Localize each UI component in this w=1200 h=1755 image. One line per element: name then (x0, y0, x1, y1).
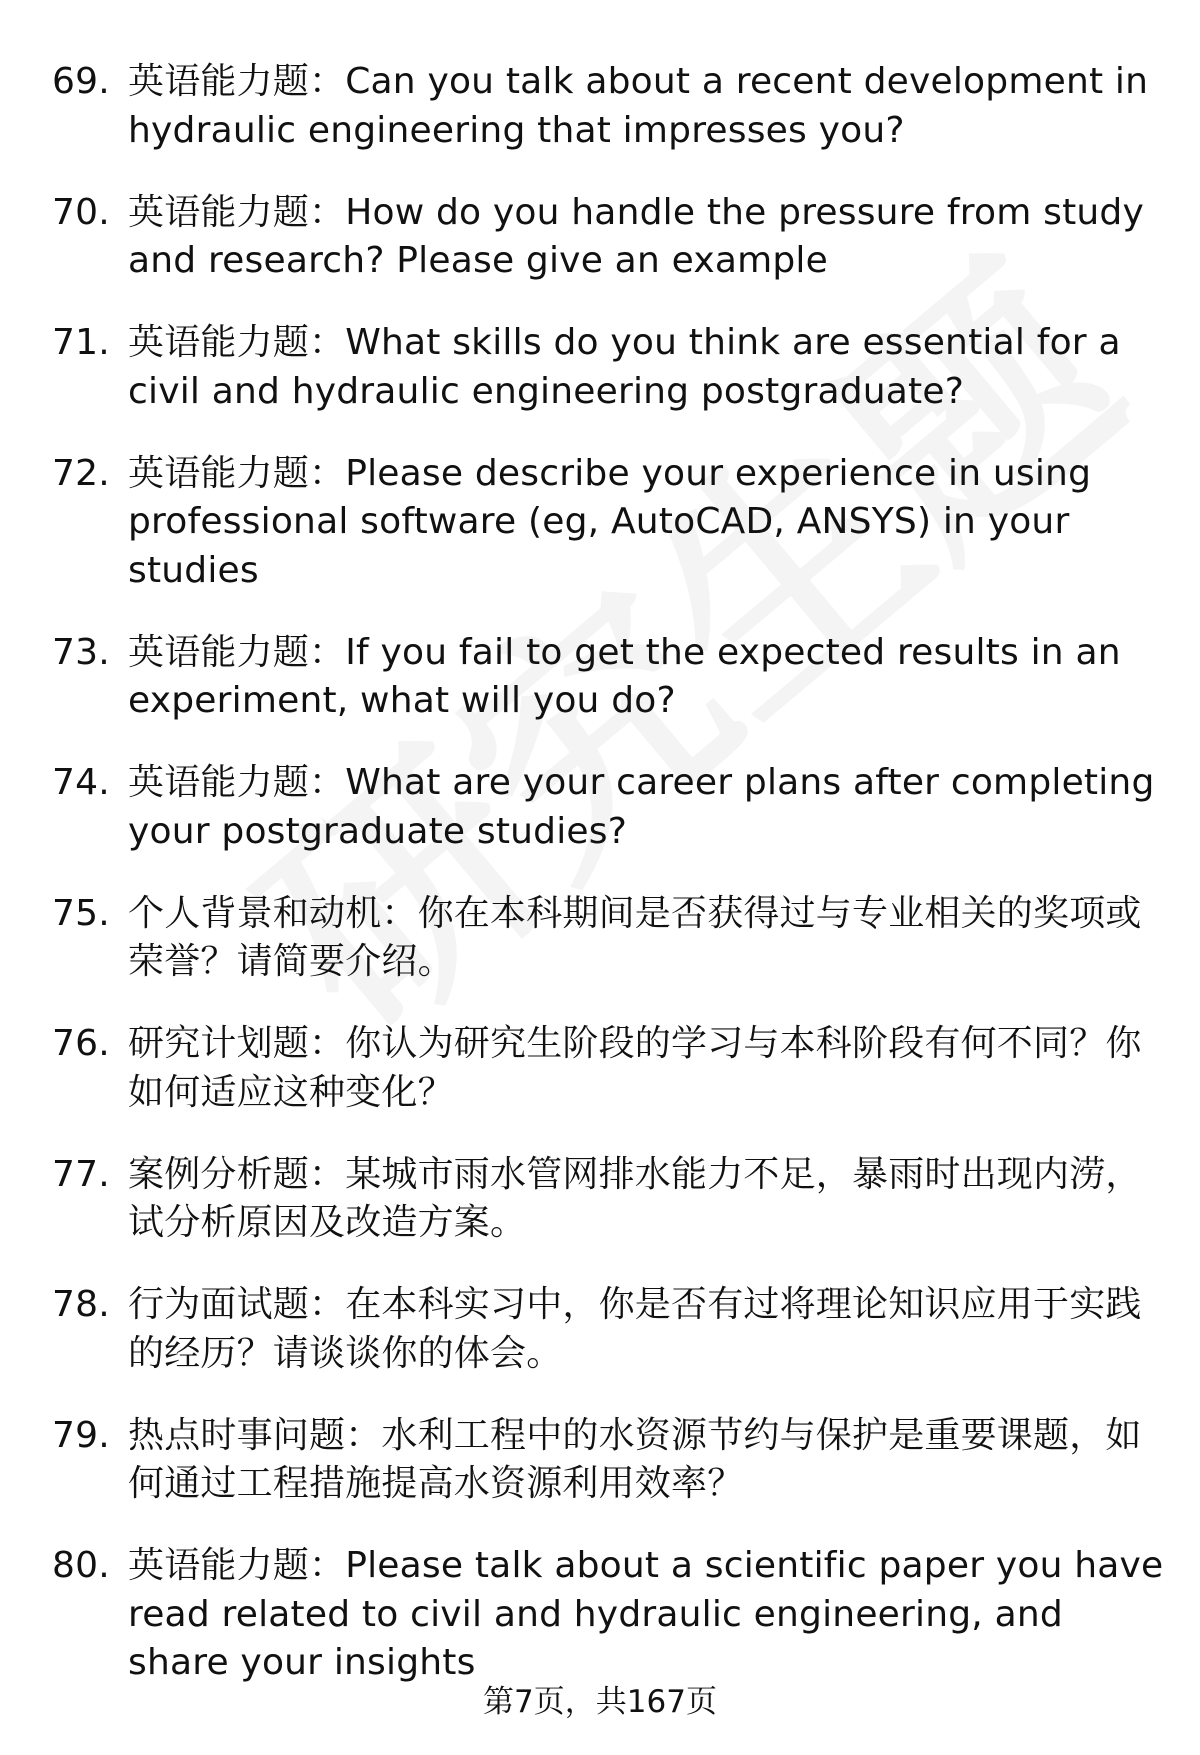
question-number: 73. (52, 631, 110, 673)
question-item (52, 890, 1172, 987)
question-list (52, 58, 1172, 1721)
question-item (52, 1412, 1172, 1509)
question-item (52, 58, 1172, 155)
question-number: 72. (52, 452, 110, 494)
question-text: 英语能力题：Please talk about a scientific paper you have read related to civil and hydraulic engineering, and share your insights (128, 1545, 1164, 1683)
question-number: 78. (52, 1284, 110, 1325)
question-text: 英语能力题：What skills do you think are essential for a civil and hydraulic engineering postgraduate? (128, 322, 1121, 412)
page-number: 第7页，共167页 (483, 1684, 717, 1720)
question-item (52, 319, 1172, 416)
question-number: 75. (52, 892, 110, 934)
question-text: 个人背景和动机：你在本科期间是否获得过与专业相关的奖项或荣誉？请简要介绍。 (128, 892, 1142, 982)
question-text: 行为面试题：在本科实习中，你是否有过将理论知识应用于实践的经历？请谈谈你的体会。 (128, 1284, 1142, 1374)
question-number: 69. (52, 61, 110, 102)
question-item (52, 450, 1172, 596)
question-number: 77. (52, 1153, 110, 1195)
question-number: 74. (52, 762, 110, 803)
question-text: 英语能力题：Can you talk about a recent development in hydraulic engineering that impresses you? (128, 61, 1149, 151)
question-text: 英语能力题：Please describe your experience in using professional software (eg, AutoCAD, ANSYS) in your studies (128, 452, 1092, 591)
question-number: 76. (52, 1023, 110, 1064)
question-text: 英语能力题：How do you handle the pressure from study and research? Please give an example (128, 191, 1144, 281)
question-number: 70. (52, 191, 110, 233)
question-item (52, 759, 1172, 856)
question-number: 71. (52, 322, 110, 363)
question-text: 研究计划题：你认为研究生阶段的学习与本科阶段有何不同？你如何适应这种变化？ (128, 1023, 1142, 1113)
question-text: 英语能力题：If you fail to get the expected results in an experiment, what will you do? (128, 631, 1121, 721)
question-item (52, 1151, 1172, 1248)
question-item (52, 629, 1172, 726)
question-text: 热点时事问题：水利工程中的水资源节约与保护是重要课题，如何通过工程措施提高水资源利用效率？ (128, 1414, 1142, 1504)
question-item (52, 1281, 1172, 1378)
question-item (52, 1542, 1172, 1688)
question-text: 英语能力题：What are your career plans after completing your postgraduate studies? (128, 762, 1155, 852)
question-item (52, 189, 1172, 286)
question-number: 80. (52, 1545, 110, 1586)
question-item (52, 1020, 1172, 1117)
question-text: 案例分析题：某城市雨水管网排水能力不足，暴雨时出现内涝，试分析原因及改造方案。 (128, 1153, 1142, 1243)
question-number: 79. (52, 1414, 110, 1456)
